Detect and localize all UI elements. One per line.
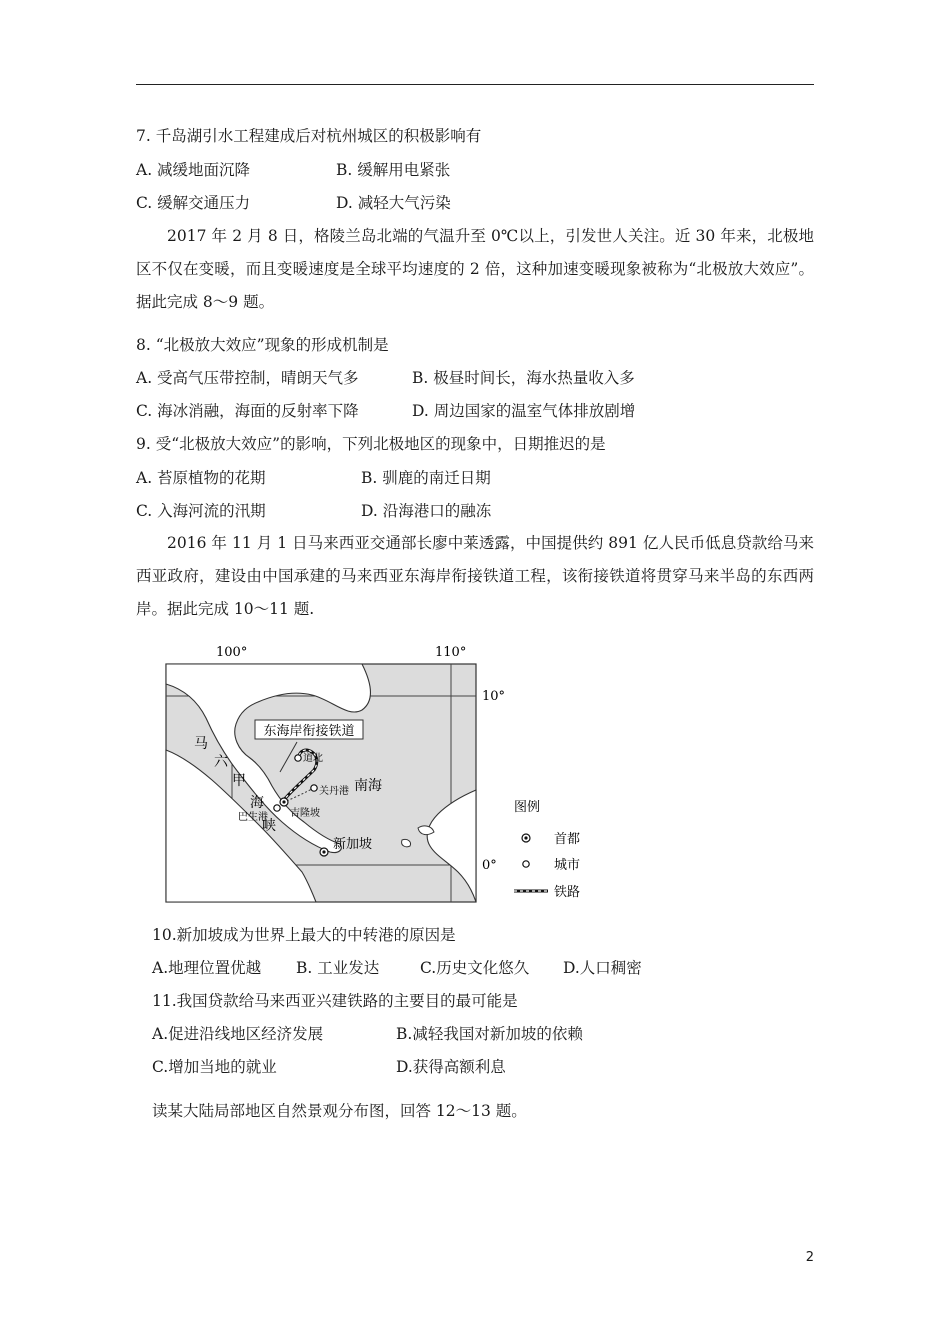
lat-label-0: 0° xyxy=(482,858,497,873)
q9-option-b: B. 驯鹿的南迁日期 xyxy=(361,469,491,487)
q10-option-d: D.人口稠密 xyxy=(563,959,642,977)
q9-stem: 9. 受“北极放大效应”的影响，下列北极地区的现象中，日期推迟的是 xyxy=(136,435,606,453)
lon-label-110: 110° xyxy=(435,645,467,660)
sea-label: 南海 xyxy=(354,778,382,794)
city-marker-daobei xyxy=(295,755,301,761)
q8-option-a: A. 受高气压带控制，晴朗天气多 xyxy=(136,369,359,387)
q10-option-c: C.历史文化悠久 xyxy=(420,959,530,977)
q8-option-b: B. 极昼时间长，海水热量收入多 xyxy=(412,369,635,387)
passage-malaysia-text: 2016 年 11 月 1 日马来西亚交通部长廖中莱透露，中国提供约 891 亿人民币低息贷款给马来西亚政府，建设由中国承建的马来西亚东海岸衔接铁道工程，该衔接铁道将贯穿马来半岛的东西两岸。据此完成 10～11 题. xyxy=(136,534,814,618)
city-marker-guandan xyxy=(311,785,317,791)
q11-option-c: C.增加当地的就业 xyxy=(152,1058,277,1076)
legend-capital-dot xyxy=(524,836,527,839)
rail-label: 东海岸衔接铁道 xyxy=(263,724,355,739)
q7-option-d: D. 减轻大气污染 xyxy=(336,194,451,212)
city-label-daobei: 道北 xyxy=(303,753,323,764)
page-number: 2 xyxy=(805,1250,814,1265)
strait-char-5: 峡 xyxy=(262,818,276,834)
q9-option-d: D. 沿海港口的融冻 xyxy=(361,502,492,520)
legend-capital-label: 首都 xyxy=(554,832,581,847)
q10-stem: 10.新加坡成为世界上最大的中转港的原因是 xyxy=(152,926,456,944)
q11-stem: 11.我国贷款给马来西亚兴建铁路的主要目的最可能是 xyxy=(152,992,518,1010)
q11-option-d: D.获得高额利息 xyxy=(396,1058,506,1076)
legend-city-label: 城市 xyxy=(554,858,581,873)
q7-option-a: A. 减缓地面沉降 xyxy=(136,161,251,179)
q7-option-b: B. 缓解用电紧张 xyxy=(336,161,451,179)
strait-char-4: 海 xyxy=(250,795,264,811)
header-rule xyxy=(136,84,814,85)
q8-option-c: C. 海冰消融，海面的反射率下降 xyxy=(136,402,359,420)
legend-rail-label: 铁路 xyxy=(554,885,581,900)
legend-city-icon xyxy=(523,861,529,867)
city-label-singapore: 新加坡 xyxy=(333,837,373,852)
city-label-guandan: 关丹港 xyxy=(319,786,349,797)
map-svg xyxy=(162,640,602,906)
lon-label-100: 100° xyxy=(216,645,248,660)
q8-option-d: D. 周边国家的温室气体排放剧增 xyxy=(412,402,636,420)
q7-stem: 7. 千岛湖引水工程建成后对杭州城区的积极影响有 xyxy=(136,127,482,145)
q11-option-a: A.促进沿线地区经济发展 xyxy=(152,1025,324,1043)
q9-option-a: A. 苔原植物的花期 xyxy=(136,469,266,487)
q7-option-c: C. 缓解交通压力 xyxy=(136,194,251,212)
city-label-jilongpo: 吉隆坡 xyxy=(290,808,320,819)
capital-dot xyxy=(282,800,285,803)
passage-arctic xyxy=(136,220,814,319)
q8-stem: 8. “北极放大效应”现象的形成机制是 xyxy=(136,336,389,354)
city-marker-basheng xyxy=(274,805,280,811)
passage-arctic-text: 2017 年 2 月 8 日，格陵兰岛北端的气温升至 0℃以上，引发世人关注。近 30 年来，北极地区不仅在变暖，而且变暖速度是全球平均速度的 2 倍，这种加速变暖现象被称为“北极放大效应”。据此完成 8～9 题。 xyxy=(136,227,814,311)
q11-option-b: B.减轻我国对新加坡的依赖 xyxy=(396,1025,583,1043)
strait-char-3: 甲 xyxy=(232,773,246,789)
strait-char-1: 马 xyxy=(194,736,208,752)
q10-option-b: B. 工业发达 xyxy=(296,959,380,977)
lat-label-10: 10° xyxy=(482,689,506,704)
capital-dot xyxy=(322,850,325,853)
q9-option-c: C. 入海河流的汛期 xyxy=(136,502,266,520)
passage-malaysia xyxy=(136,527,814,626)
legend-title: 图例 xyxy=(514,800,541,815)
intro-q12: 读某大陆局部地区自然景观分布图，回答 12～13 题。 xyxy=(152,1102,527,1120)
island xyxy=(402,839,411,846)
map-figure xyxy=(162,640,602,906)
city-label-basheng: 巴生港 xyxy=(238,812,268,823)
strait-char-2: 六 xyxy=(214,754,228,770)
q10-option-a: A.地理位置优越 xyxy=(152,959,262,977)
